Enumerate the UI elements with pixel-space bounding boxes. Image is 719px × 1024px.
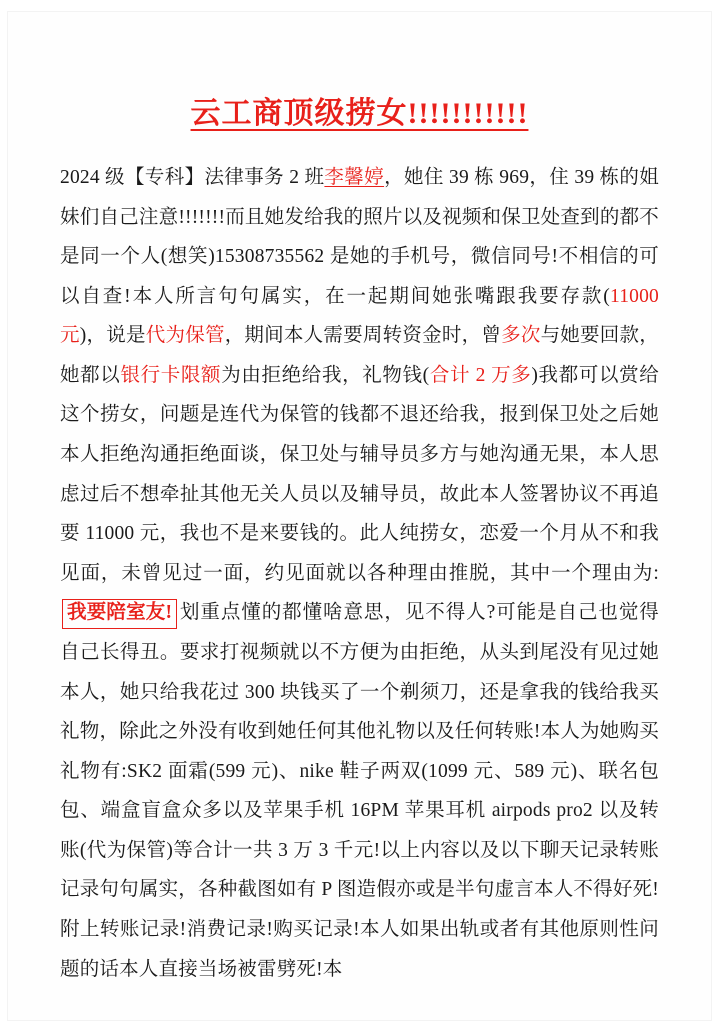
document-sheet: [8, 12, 711, 1020]
text-run: 划重点懂的都懂啥意思，见不得人?可能是自己也觉得自己长得丑。要求打视频就以不方便为由拒绝，从头到尾没有见过她本人，她只给我花过 300 块钱买了一个剃须刀，还是拿我的钱给我买礼物，除此之外没有收到她任何其他礼物以及任何转账!本人为她购买礼物有:SK2 面霜(599 元)、nike 鞋子两双(1099 元、589 元)、联名包包、端盒盲盒众多以及苹果手机 16PM 苹果耳机 airpods pro2 以及转账(代为保管)等合计一共 3 万 3 千元!以上内容以及以下聊天记录转账记录句句属实，各种截图如有 P 图造假亦或是半句虚言本人不得好死!附上转账记录!消费记录!购买记录!本人如果出轨或者有其他原则性问题的话本人直接当场被雷劈死!本: [60, 602, 659, 980]
document-body: [8, 132, 711, 989]
text-run: 多次: [501, 325, 541, 347]
text-run: ，她住 39 栋 969，住 39 栋的姐妹们自己注意!!!!!!!而且她发给我的照片以及视频和保卫处查到的都不是同一个人(想笑)15308735562 是她的手机号，微信同号!不相信的可以自查!本人所言句句属实，在一起期间她张嘴跟我要存款(: [60, 167, 660, 307]
text-run: 银行卡限额: [120, 364, 222, 386]
text-run: 与她要回款，她都以: [60, 325, 659, 386]
text-run: 合计 2 万多: [429, 364, 532, 386]
text-run: )，说是: [79, 325, 146, 347]
page-title: 云工商顶级捞女!!!!!!!!!!!: [190, 97, 529, 130]
text-run: ，期间本人需要周转资金时，曾: [224, 325, 502, 347]
text-run: 李馨婷: [324, 167, 385, 188]
text-run: 11000 元: [60, 285, 659, 347]
text-run: 代为保管: [145, 325, 225, 347]
text-run: 我要陪室友!: [62, 599, 177, 628]
text-run: 为由拒绝给我，礼物钱(: [221, 364, 430, 386]
text-run: )我都可以赏给这个捞女，问题是连代为保管的钱都不退还给我，报到保卫处之后她本人拒绝沟通拒绝面谈，保卫处与辅导员多方与她沟通无果，本人思虑过后不想牵扯其他无关人员以及辅导员，故此本人签署协议不再追要 11000 元，我也不是来要钱的。此人纯捞女，恋爱一个月从不和我见面，未曾见过一面，约见面就以各种理由推脱，其中一个理由为:: [60, 364, 659, 584]
text-run: 2024 级【专科】法律事务 2 班: [60, 167, 325, 188]
